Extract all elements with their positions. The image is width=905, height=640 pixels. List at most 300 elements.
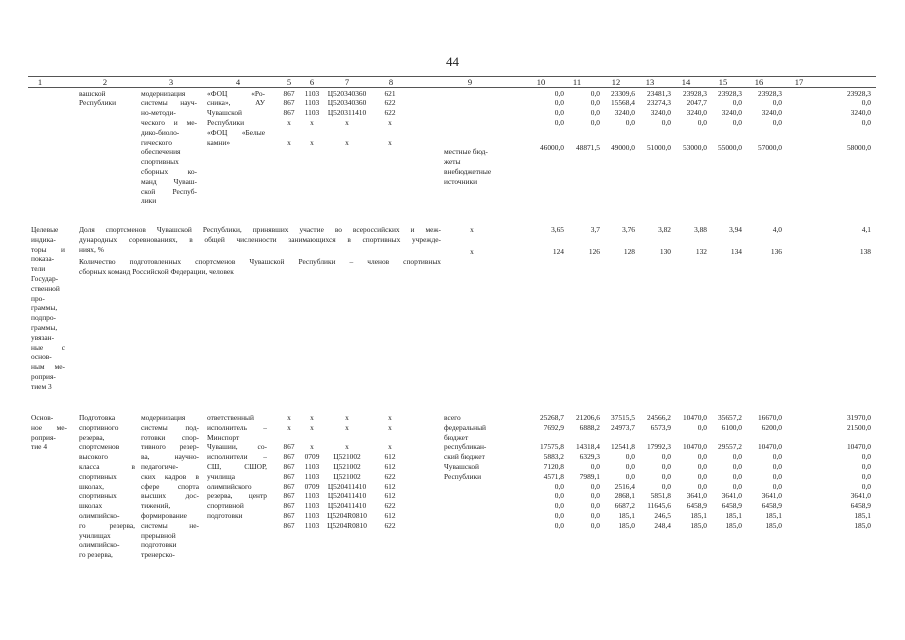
value-cell: 3240,0: [761, 108, 782, 118]
event-name-text: училищах: [79, 530, 111, 540]
target-item-code: x: [345, 442, 349, 452]
value-cell: 0,0: [590, 108, 600, 118]
event-name-text: школах,: [79, 481, 105, 491]
value-cell: 185,1: [618, 511, 635, 520]
value-cell: 21206,6: [575, 413, 600, 422]
main-event-label: ное ме-: [31, 422, 67, 432]
value-cell: 55000,0: [717, 143, 742, 153]
value-cell: 0,0: [554, 117, 564, 127]
value-cell: 2868,1: [614, 491, 635, 501]
grbs-code: x: [287, 137, 291, 147]
value-cell: 0,0: [772, 98, 782, 108]
grbs-code: x: [287, 422, 291, 432]
grbs-code: x: [287, 117, 291, 127]
value-cell: 0,0: [861, 481, 871, 491]
value-cell: 10470,0: [846, 442, 871, 452]
value-cell: 3240,0: [650, 108, 671, 118]
section-code: 1103: [304, 88, 320, 98]
section-code: 1103: [304, 501, 320, 511]
value-cell: 5851,8: [650, 491, 671, 501]
value-cell: 0,0: [732, 117, 742, 127]
value-cell: 0,0: [625, 462, 635, 471]
value-cell: 3240,0: [721, 108, 742, 118]
section-code: x: [310, 137, 314, 147]
task-text: тивного резер-: [141, 442, 199, 452]
value-cell: 185,0: [690, 520, 707, 530]
target-indicators-label: индика-: [31, 234, 56, 244]
task-text: прерывной: [141, 530, 176, 540]
value-cell: 246,5: [654, 511, 671, 520]
target-indicators-label: торы и: [31, 244, 65, 254]
value-cell: 0,0: [861, 117, 871, 127]
value-cell: 4,1: [861, 225, 871, 234]
task-text: манд Чуваш-: [141, 176, 197, 186]
value-cell: 51000,0: [646, 143, 671, 153]
event-name-text: класса в: [79, 462, 135, 471]
target-item-code: Ц520411410: [327, 481, 367, 491]
value-cell: 23928,3: [682, 88, 707, 98]
target-item-code: x: [345, 413, 349, 422]
target-item-code: Ц520340360: [327, 88, 367, 98]
value-cell: 6100,0: [721, 422, 742, 432]
executor-text: Чувашской: [207, 108, 243, 118]
expense-type-code: 622: [384, 98, 396, 108]
value-cell: 3,82: [658, 225, 671, 234]
value-cell: 185,0: [854, 520, 871, 530]
value-cell: 3641,0: [761, 491, 782, 501]
value-cell: 0,0: [661, 452, 671, 462]
value-cell: 0,0: [590, 481, 600, 491]
target-item-code: Ц521002: [333, 462, 361, 471]
value-cell: 23928,3: [757, 88, 782, 98]
value-cell: 0,0: [590, 88, 600, 98]
value-cell: 0,0: [697, 422, 707, 432]
column-header: 4: [235, 77, 241, 87]
value-cell: 24566,2: [646, 413, 671, 422]
value-cell: 57000,0: [757, 143, 782, 153]
section-code: x: [310, 413, 314, 422]
value-cell: 3240,0: [850, 108, 871, 118]
value-cell: 132: [695, 246, 707, 256]
target-item-code: x: [345, 137, 349, 147]
grbs-code: 867: [283, 452, 295, 462]
target-item-code: x: [345, 422, 349, 432]
value-cell: 3240,0: [614, 108, 635, 118]
event-name-text: олимпийско-: [79, 511, 120, 520]
value-cell: 126: [588, 246, 600, 256]
value-cell: 3,7: [590, 225, 600, 234]
value-cell: 185,0: [725, 520, 742, 530]
value-cell: 0,0: [732, 462, 742, 471]
value-cell: 4571,8: [543, 471, 564, 481]
value-cell: 3641,0: [686, 491, 707, 501]
task-text: сфере спорта: [141, 481, 199, 491]
section-code: x: [310, 442, 314, 452]
value-cell: 185,1: [765, 511, 782, 520]
value-cell: 24973,7: [610, 422, 635, 432]
column-header: 15: [718, 77, 728, 87]
value-cell: 10470,0: [682, 413, 707, 422]
program-name-text: вашской: [79, 88, 106, 98]
target-indicators-label: увязан-: [31, 332, 55, 342]
target-indicators-label: граммы,: [31, 303, 58, 313]
value-cell: 0,0: [772, 117, 782, 127]
column-header: 13: [645, 77, 655, 87]
grbs-code: 867: [283, 520, 295, 530]
value-cell: 17575,8: [539, 442, 564, 452]
value-cell: 23274,3: [646, 98, 671, 108]
page-number: 44: [446, 54, 459, 69]
expense-type-code: 621: [384, 88, 396, 98]
target-indicators-label: Целевые: [31, 225, 59, 234]
column-header: 7: [344, 77, 350, 87]
value-cell: 6329,3: [579, 452, 600, 462]
value-cell: 185,1: [854, 511, 871, 520]
column-header: 11: [572, 77, 582, 87]
value-cell: 6458,9: [850, 501, 871, 511]
value-cell: 0,0: [861, 462, 871, 471]
task-text: ческого и ме-: [141, 117, 197, 127]
value-cell: 0,0: [554, 501, 564, 511]
expense-type-code: 622: [384, 108, 396, 118]
expense-type-code: 612: [384, 452, 396, 462]
expense-type-code: 612: [384, 481, 396, 491]
value-cell: 7692,9: [543, 422, 564, 432]
funding-source: внебюджетные: [444, 166, 492, 176]
column-header: 1: [37, 77, 43, 87]
value-cell: 46000,0: [539, 143, 564, 153]
task-text: дико-биоло-: [141, 127, 180, 137]
expense-type-code: x: [388, 137, 392, 147]
value-cell: 0,0: [554, 98, 564, 108]
value-cell: 0,0: [554, 88, 564, 98]
value-cell: 0,0: [697, 471, 707, 481]
event-name-text: спортивных: [79, 491, 117, 501]
executor-text: спортивной: [207, 501, 244, 511]
grbs-code: 867: [283, 501, 295, 511]
target-item-code: Ц5204R0810: [327, 520, 367, 530]
value-cell: 0,0: [625, 452, 635, 462]
section-code: x: [310, 422, 314, 432]
funding-source: Чувашской: [444, 462, 480, 471]
value-cell: 29557,2: [717, 442, 742, 452]
value-cell: 0,0: [590, 98, 600, 108]
value-cell: 0,0: [697, 117, 707, 127]
expense-type-code: x: [388, 442, 392, 452]
funding-source: местные бюд-: [444, 147, 488, 157]
value-cell: 23928,3: [717, 88, 742, 98]
task-text: но-методи-: [141, 108, 176, 118]
value-cell: 0,0: [554, 491, 564, 501]
value-cell: 2047,7: [686, 98, 707, 108]
value-cell: 10470,0: [757, 442, 782, 452]
value-cell: 2516,4: [614, 481, 635, 491]
executor-text: резерва, центр: [207, 491, 267, 501]
value-cell: 0,0: [861, 98, 871, 108]
target-item-code: Ц521002: [333, 471, 361, 481]
value-cell: 0,0: [590, 491, 600, 501]
event-name-text: спортивных: [79, 471, 117, 481]
target-item-code: Ц521002: [333, 452, 361, 462]
expense-type-code: 622: [384, 471, 396, 481]
value-cell: 0,0: [697, 462, 707, 471]
section-code: x: [310, 117, 314, 127]
section-code: 1103: [304, 491, 320, 501]
event-name-text: спортивного: [79, 422, 119, 432]
task-text: готовки спор-: [141, 432, 199, 442]
event-name-text: олимпийско-: [79, 540, 120, 550]
grbs-code: 867: [283, 462, 295, 471]
funding-source: Республики: [444, 471, 482, 481]
task-text: спортивных: [141, 157, 179, 167]
value-cell: 136: [770, 246, 782, 256]
target-indicators-label: ственной: [31, 283, 60, 293]
task-text: ской Респуб-: [141, 186, 197, 196]
value-cell: 15568,4: [610, 98, 635, 108]
task-text: лики: [141, 196, 157, 206]
value-cell: 14318,4: [575, 442, 600, 452]
value-cell: 134: [730, 246, 742, 256]
executor-text: ответственный: [207, 413, 254, 422]
value-cell: 48871,5: [575, 143, 600, 153]
target-indicators-label: роприя-: [31, 372, 56, 381]
indicator-text: дународных соревнованиях, в общей численности занимающихся в спортивных учрежде-: [79, 234, 441, 244]
value-cell: 6458,9: [686, 501, 707, 511]
grbs-code: 867: [283, 108, 295, 118]
value-cell: 25268,7: [539, 413, 564, 422]
value-cell: 11645,6: [647, 501, 671, 511]
column-header: 8: [388, 77, 394, 87]
task-text: обеспечения: [141, 147, 181, 157]
section-code: 0709: [304, 452, 320, 462]
task-text: системы под-: [141, 422, 199, 432]
funding-source: бюджет: [444, 432, 469, 442]
task-text: ва, научно-: [141, 452, 199, 462]
section-code: 1103: [304, 520, 320, 530]
funding-source: жеты: [444, 157, 461, 167]
value-cell: 16670,0: [757, 413, 782, 422]
executor-text: Минспорт: [207, 432, 240, 442]
value-cell: 0,0: [732, 452, 742, 462]
funding-source: ский бюджет: [444, 452, 485, 462]
main-event-label: Основ-: [31, 413, 54, 422]
task-text: тижений,: [141, 501, 171, 511]
target-indicators-label: подпро-: [31, 313, 57, 323]
target-item-code: Ц520311410: [327, 108, 367, 118]
executor-text: «ФОЦ «Белые: [207, 127, 265, 137]
value-cell: 0,0: [590, 501, 600, 511]
expense-type-code: 612: [384, 491, 396, 501]
event-name-text: школах: [79, 501, 103, 511]
value-cell: 23309,6: [610, 88, 635, 98]
value-cell: 35657,2: [717, 413, 742, 422]
event-name-text: высокого: [79, 452, 108, 462]
value-cell: 31970,0: [846, 413, 871, 422]
value-cell: 53000,0: [682, 143, 707, 153]
value-cell: 17992,3: [646, 442, 671, 452]
main-event-label: роприя-: [31, 432, 56, 442]
not-applicable-mark: x: [470, 246, 474, 256]
value-cell: 6888,2: [579, 422, 600, 432]
value-cell: 58000,0: [846, 143, 871, 153]
value-cell: 185,1: [725, 511, 742, 520]
value-cell: 0,0: [772, 462, 782, 471]
grbs-code: 867: [283, 491, 295, 501]
task-text: формирование: [141, 511, 187, 520]
funding-source: источники: [444, 176, 478, 186]
section-code: 1103: [304, 462, 320, 471]
indicator-text: ниях, %: [79, 244, 104, 254]
funding-source: всего: [444, 413, 461, 422]
task-text: гического: [141, 137, 172, 147]
value-cell: 138: [859, 246, 871, 256]
value-cell: 0,0: [661, 462, 671, 471]
value-cell: 185,0: [765, 520, 782, 530]
value-cell: 7989,1: [579, 471, 600, 481]
section-code: 1103: [304, 471, 320, 481]
executor-text: «ФОЦ «Ро-: [207, 88, 265, 98]
executor-text: Чувашии, со-: [207, 442, 267, 452]
event-name-text: спортсменов: [79, 442, 120, 452]
executor-text: исполнитель –: [207, 422, 267, 432]
value-cell: 3641,0: [850, 491, 871, 501]
expense-type-code: 622: [384, 501, 396, 511]
value-cell: 6458,9: [761, 501, 782, 511]
value-cell: 0,0: [590, 511, 600, 520]
value-cell: 124: [552, 246, 564, 256]
grbs-code: 867: [283, 481, 295, 491]
executor-text: олимпийского: [207, 481, 252, 491]
main-event-label: тие 4: [31, 442, 48, 452]
value-cell: 0,0: [661, 117, 671, 127]
indicator-text: сборных команд Российской Федерации, человек: [79, 267, 234, 277]
value-cell: 0,0: [772, 471, 782, 481]
value-cell: 0,0: [554, 520, 564, 530]
value-cell: 3,65: [551, 225, 564, 234]
target-item-code: Ц520411410: [327, 501, 367, 511]
executor-text: сника», АУ: [207, 98, 265, 108]
value-cell: 0,0: [554, 511, 564, 520]
value-cell: 0,0: [732, 98, 742, 108]
value-cell: 0,0: [661, 481, 671, 491]
target-item-code: x: [345, 117, 349, 127]
expense-type-code: 622: [384, 520, 396, 530]
value-cell: 0,0: [590, 117, 600, 127]
expense-type-code: x: [388, 422, 392, 432]
grbs-code: 867: [283, 511, 295, 520]
value-cell: 23928,3: [846, 88, 871, 98]
target-indicators-label: Государ-: [31, 274, 59, 283]
task-text: высших дос-: [141, 491, 199, 501]
executor-text: Республики: [207, 117, 245, 127]
expense-type-code: x: [388, 413, 392, 422]
value-cell: 3,88: [694, 225, 707, 234]
indicator-text: Доля спортсменов Чувашской Республики, принявших участие во всероссийских и меж-: [79, 225, 441, 234]
executor-text: СШ, СШОР,: [207, 462, 267, 471]
task-text: модернизация: [141, 413, 186, 422]
value-cell: 0,0: [861, 452, 871, 462]
value-cell: 3,94: [729, 225, 742, 234]
task-text: тренерско-: [141, 550, 175, 560]
value-cell: 0,0: [590, 462, 600, 471]
target-indicators-label: граммы,: [31, 323, 58, 332]
column-header: 10: [536, 77, 546, 87]
target-item-code: Ц520340360: [327, 98, 367, 108]
grbs-code: x: [287, 413, 291, 422]
value-cell: 0,0: [732, 471, 742, 481]
event-name-text: го резерва,: [79, 520, 135, 530]
value-cell: 3,76: [622, 225, 635, 234]
value-cell: 6687,2: [614, 501, 635, 511]
indicator-text: Количество подготовленных спортсменов Чувашской Республики – членов спортивных: [79, 257, 441, 267]
value-cell: 37515,5: [610, 413, 635, 422]
task-text: педагогиче-: [141, 462, 179, 471]
value-cell: 49000,0: [610, 143, 635, 153]
value-cell: 4,0: [772, 225, 782, 234]
value-cell: 128: [623, 246, 635, 256]
column-header: 17: [794, 77, 804, 87]
task-text: подготовки: [141, 540, 177, 550]
value-cell: 0,0: [732, 481, 742, 491]
target-item-code: Ц5204R0810: [327, 511, 367, 520]
column-header: 14: [681, 77, 691, 87]
funding-source: республикан-: [444, 442, 487, 452]
value-cell: 5883,2: [543, 452, 564, 462]
not-applicable-mark: x: [470, 225, 474, 234]
value-cell: 21500,0: [846, 422, 871, 432]
value-cell: 6200,0: [761, 422, 782, 432]
value-cell: 185,0: [618, 520, 635, 530]
funding-source: федеральный: [444, 422, 486, 432]
value-cell: 0,0: [861, 471, 871, 481]
target-indicators-label: ным ме-: [31, 362, 65, 372]
expense-type-code: 612: [384, 462, 396, 471]
executor-text: подготовки: [207, 511, 243, 520]
target-indicators-label: показа-: [31, 254, 55, 264]
value-cell: 185,1: [690, 511, 707, 520]
grbs-code: 867: [283, 98, 295, 108]
value-cell: 0,0: [697, 452, 707, 462]
value-cell: 0,0: [697, 481, 707, 491]
target-indicators-label: тели: [31, 264, 46, 274]
grbs-code: 867: [283, 471, 295, 481]
column-header: 3: [168, 77, 174, 87]
task-text: системы науч-: [141, 98, 197, 108]
value-cell: 3641,0: [721, 491, 742, 501]
section-code: 1103: [304, 98, 320, 108]
value-cell: 10470,0: [682, 442, 707, 452]
executor-text: исполнители –: [207, 452, 267, 462]
value-cell: 12541,8: [610, 442, 635, 452]
column-header: 12: [611, 77, 621, 87]
value-cell: 130: [659, 246, 671, 256]
event-name-text: резерва,: [79, 432, 105, 442]
program-name-text: Республики: [79, 98, 117, 108]
column-header: 16: [754, 77, 764, 87]
event-name-text: Подготовка: [79, 413, 116, 422]
executor-text: камни»: [207, 137, 231, 147]
section-code: 0709: [304, 481, 320, 491]
column-header: 6: [309, 77, 315, 87]
column-header: 5: [286, 77, 292, 87]
grbs-code: 867: [283, 442, 295, 452]
value-cell: 0,0: [625, 471, 635, 481]
target-indicators-label: ные с: [31, 342, 65, 352]
value-cell: 0,0: [772, 452, 782, 462]
executor-text: училища: [207, 471, 235, 481]
event-name-text: го резерва,: [79, 550, 113, 560]
value-cell: 6573,9: [650, 422, 671, 432]
